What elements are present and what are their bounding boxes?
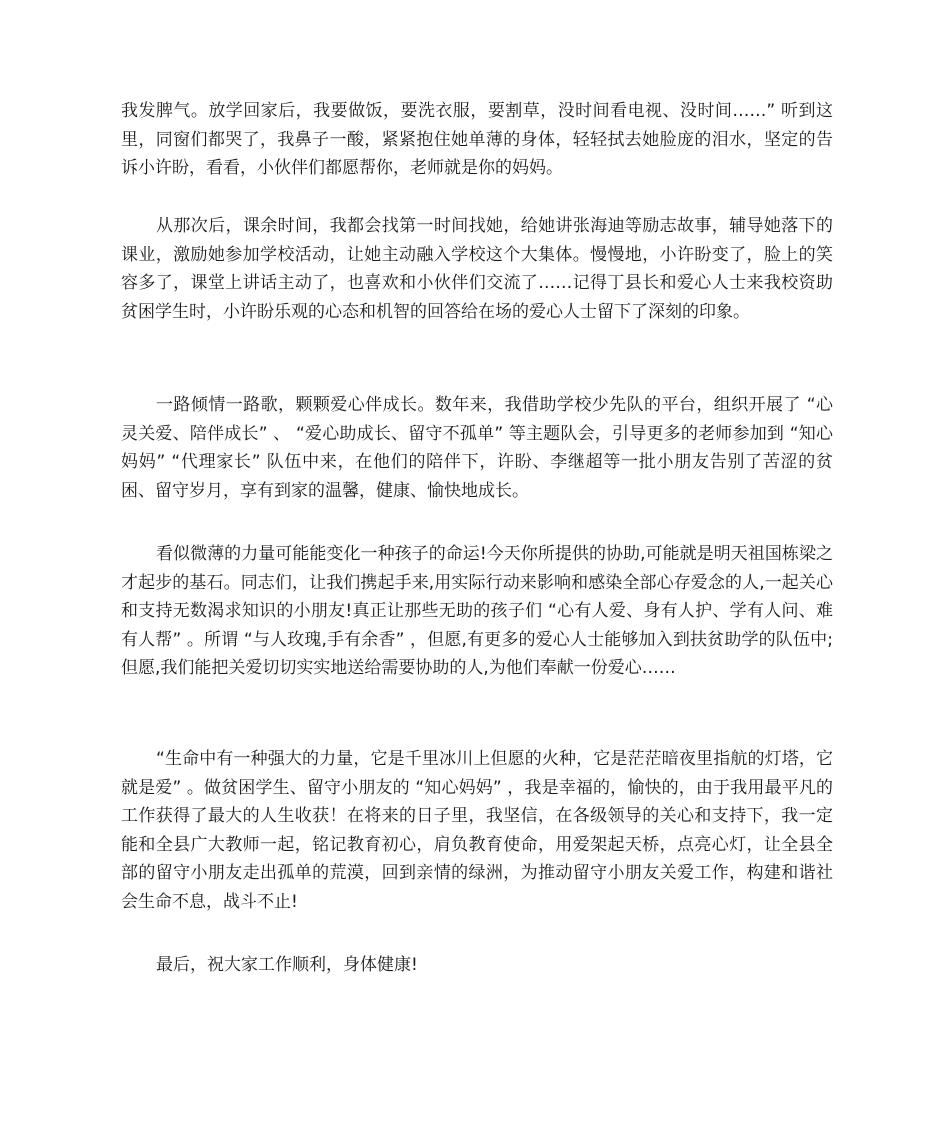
paragraph: 一路倾情一路歌，颗颗爱心伴成长。数年来，我借助学校少先队的平台，组织开展了 “心灵关爱、陪伴成长” 、 “爱心助成长、留守不孤单” 等主题队会，引导更多的老师参加到 “知心妈妈” “代理家长” 队伍中来，在他们的陪伴下，许盼、李继超等一批小朋友告别了苦涩的贫困、留守岁月，享有到家的温馨，健康、愉快地成长。 (121, 395, 833, 501)
paragraph: “生命中有一种强大的力量，它是千里冰川上但愿的火种，它是茫茫暗夜里指航的灯塔，它就是爱” 。做贫困学生、留守小朋友的 “知心妈妈” ，我是幸福的，愉快的，由于我用最平凡的工作获得了最大的人生收获！在将来的日子里，我坚信，在各级领导的关心和支持下，我一定能和全县广大教师一起，铭记教育初心，肩负教育使命，用爱架起天桥，点亮心灯，让全县全部的留守小朋友走出孤单的荒漠，回到亲情的绿洲，为推动留守小朋友关爱工作，构建和谐社会生命不息，战斗不止! (121, 749, 833, 912)
paragraph: 我发脾气。放学回家后，我要做饭，要洗衣服，要割草，没时间看电视、没时间……” 听到这里，同窗们都哭了，我鼻子一酸，紧紧抱住她单薄的身体，轻轻拭去她脸庞的泪水，坚定的告诉小许盼，看看，小伙伴们都愿帮你，老师就是你的妈妈。 (121, 101, 833, 179)
closing-paragraph: 最后，祝大家工作顺利，身体健康! (156, 955, 418, 975)
paragraph: 从那次后，课余时间，我都会找第一时间找她，给她讲张海迪等励志故事，辅导她落下的课业，激励她参加学校活动，让她主动融入学校这个大集体。慢慢地，小许盼变了，脸上的笑容多了，课堂上讲话主动了，也喜欢和小伙伴们交流了……记得丁县长和爱心人士来我校资助贫困学生时，小许盼乐观的心态和机智的回答给在场的爱心人士留下了深刻的印象。 (121, 216, 833, 322)
paragraph: 看似微薄的力量可能能变化一种孩子的命运!今天你所提供的协助,可能就是明天祖国栋梁之才起步的基石。同志们，让我们携起手来,用实际行动来影响和感染全部心存爱念的人,一起关心和支持无数渴求知识的小朋友!真正让那些无助的孩子们 “心有人爱、身有人护、学有人问、难有人帮” 。所谓 “与人玫瑰,手有余香” ，但愿,有更多的爱心人士能够加入到扶贫助学的队伍中;但愿,我们能把关爱切切实实地送给需要协助的人,为他们奉献一份爱心…… (121, 544, 833, 679)
